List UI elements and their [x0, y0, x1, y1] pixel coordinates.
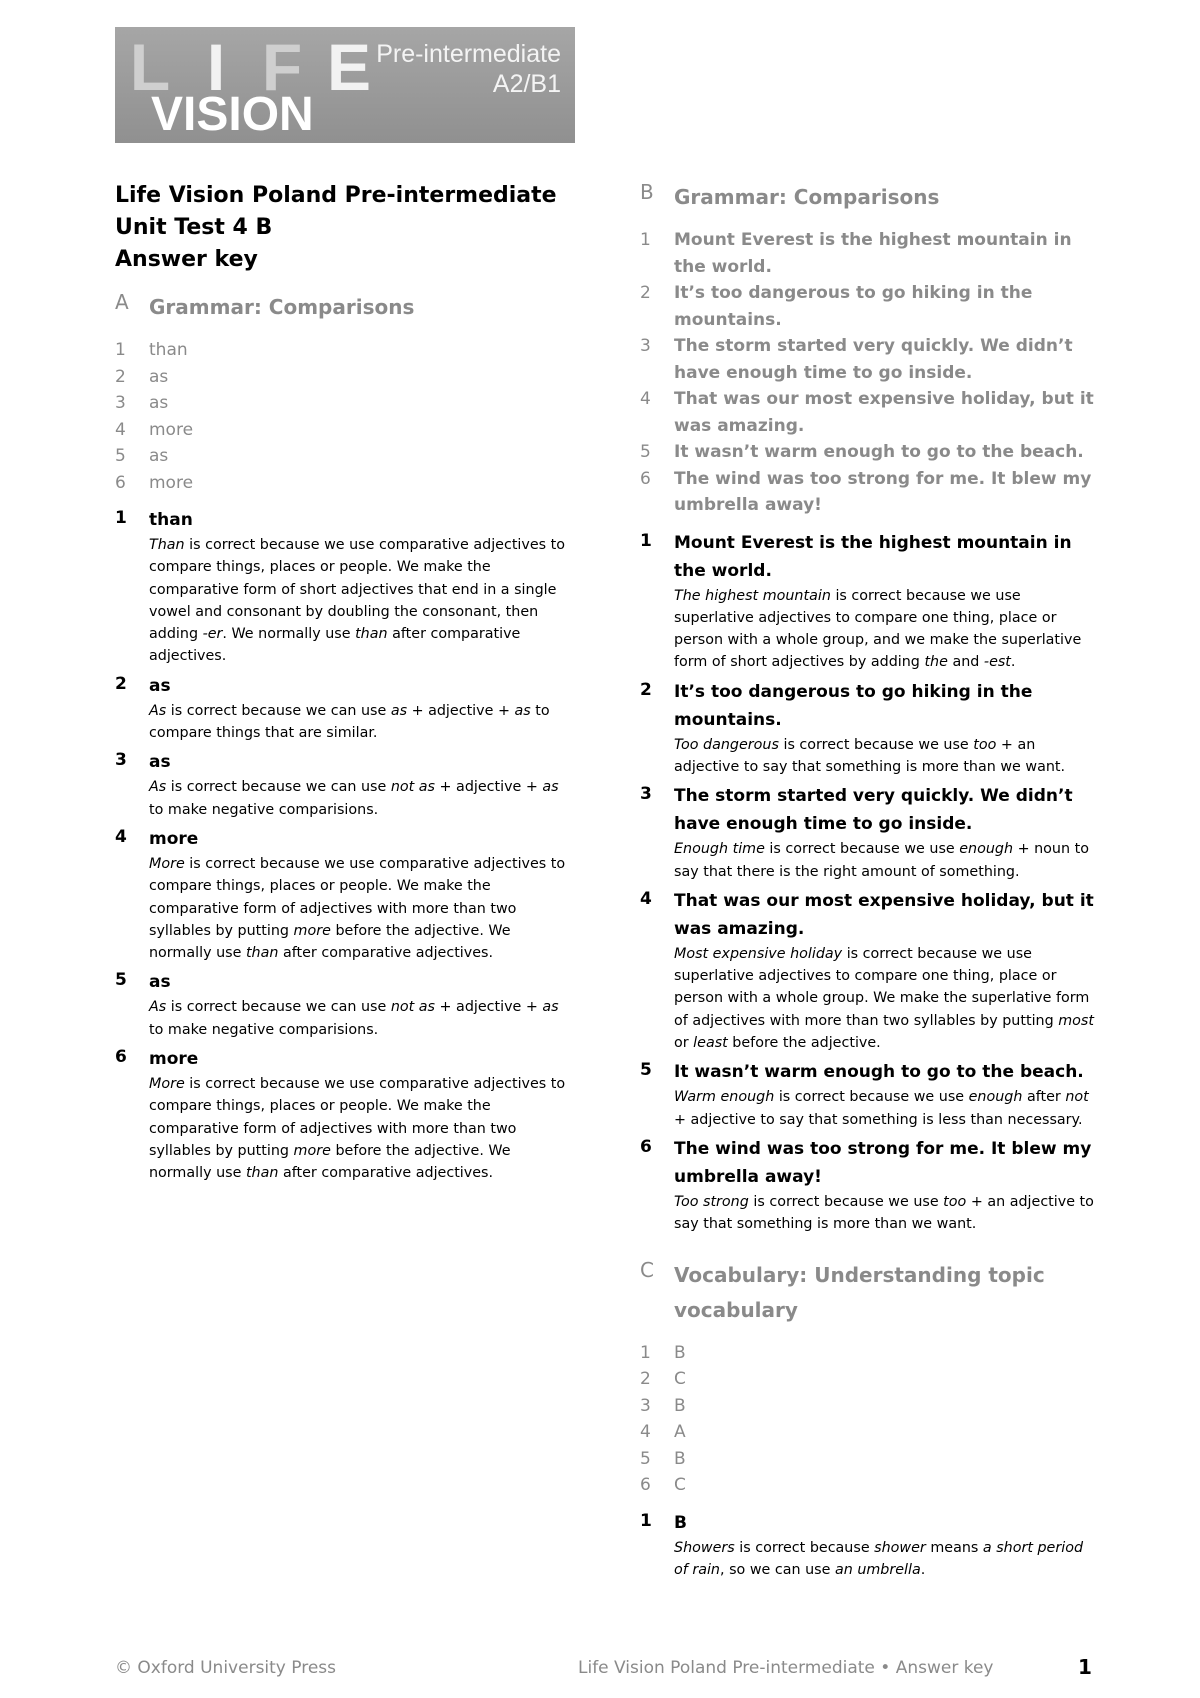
explanation-number: 4 [640, 888, 652, 909]
section-c-answers [640, 1340, 1100, 1499]
header-banner [115, 27, 575, 143]
answer-number: 3 [640, 1395, 651, 1416]
explanation-number: 6 [115, 1047, 127, 1068]
explanation-number: 2 [640, 679, 652, 700]
answer-item [640, 1366, 1100, 1393]
answer-number: 4 [640, 389, 651, 409]
answer-number: 6 [640, 1475, 651, 1496]
section-b-answers [640, 227, 1100, 519]
answer-number: 1 [640, 1342, 651, 1363]
explanation-answer: The storm started very quickly. We didn’t have enough time to go inside. [674, 786, 1073, 835]
explanation-number: 1 [640, 530, 652, 551]
answer-text: C [674, 1369, 686, 1390]
explanation-item [115, 968, 570, 1045]
section-letter: A [115, 290, 129, 314]
answer-number: 5 [640, 442, 651, 462]
explanation-answer: The wind was too strong for me. It blew my umbrella away! [674, 1138, 1092, 1187]
page-number: 1 [1078, 1655, 1092, 1679]
explanation-body [149, 672, 570, 749]
answer-item [640, 466, 1100, 519]
explanation-body [149, 1045, 570, 1188]
title-line: Life Vision Poland Pre-intermediate [115, 183, 557, 208]
answer-text: as [149, 393, 169, 413]
section-title: Grammar: Comparisons [149, 295, 415, 319]
explanation-body [674, 1135, 1100, 1240]
footer-copyright: © Oxford University Press [115, 1658, 337, 1678]
answer-text: It wasn’t warm enough to go to the beach. [674, 442, 1084, 462]
answer-text: C [674, 1475, 686, 1496]
section-letter: C [640, 1257, 654, 1282]
answer-text: more [149, 419, 194, 440]
explanation-answer: That was our most expensive holiday, but it was amazing. [674, 890, 1094, 939]
explanation-number: 2 [115, 673, 127, 694]
explanation-body [674, 1058, 1100, 1135]
answer-item [640, 1340, 1100, 1367]
answer-item [640, 1419, 1100, 1446]
answer-item [115, 364, 570, 391]
answer-number: 3 [640, 336, 651, 356]
section-a-answers [115, 337, 570, 496]
explanation-item [115, 1045, 570, 1188]
answer-text: The wind was too strong for me. It blew my umbrella away! [674, 468, 1092, 515]
answer-item [640, 1472, 1100, 1499]
explanation-body [149, 748, 570, 825]
explanation-body [674, 1509, 1100, 1586]
answer-text: A [674, 1422, 686, 1443]
explanation-body [149, 506, 570, 672]
answer-item [640, 280, 1100, 333]
answer-item [115, 470, 570, 497]
explanation-item [640, 1509, 1100, 1586]
explanation-item [640, 529, 1100, 678]
explanation-note: Most expensive holiday is correct because we use superlative adjectives to compare one thing, place or person with a whole group. We make the superlative form of adjectives with more than two syllables by putting most or least before the adjective. [674, 945, 1094, 1052]
explanation-body [674, 782, 1100, 887]
explanation-item [115, 748, 570, 825]
explanation-answer: Mount Everest is the highest mountain in the world. [674, 532, 1072, 581]
section-b-heading [640, 180, 1100, 215]
explanation-item [115, 672, 570, 749]
answer-number: 6 [640, 468, 651, 489]
explanation-answer: than [149, 510, 193, 530]
answer-item [115, 337, 570, 364]
explanation-answer: more [149, 1049, 199, 1070]
answer-number: 2 [640, 283, 651, 303]
explanation-body [149, 825, 570, 968]
explanation-number: 3 [640, 784, 652, 805]
answer-item [640, 333, 1100, 386]
title-line: Answer key [115, 247, 258, 272]
logo-vision: VISION [151, 88, 314, 141]
explanation-number: 6 [640, 1136, 652, 1157]
answer-item [640, 386, 1100, 439]
explanation-note: Enough time is correct because we use enough + noun to say that there is the right amount of something. [674, 841, 1089, 880]
explanation-number: 5 [640, 1060, 652, 1081]
answer-text: It’s too dangerous to go hiking in the mountains. [674, 283, 1033, 330]
answer-item [640, 1393, 1100, 1420]
answer-item [640, 439, 1100, 466]
section-c-explanations [640, 1509, 1100, 1586]
explanation-note: As is correct because we can use as + adjective + as to compare things that are similar. [149, 702, 550, 742]
explanation-item [115, 506, 570, 672]
explanation-answer: as [149, 675, 171, 696]
section-a-heading [115, 290, 570, 325]
explanation-answer: as [149, 972, 171, 993]
answer-text: B [674, 1342, 686, 1363]
footer-title: Life Vision Poland Pre-intermediate • Answer key [578, 1658, 994, 1678]
answer-number: 2 [115, 366, 126, 387]
explanation-body [674, 529, 1100, 678]
explanation-note: The highest mountain is correct because we use superlative adjectives to compare one thing, place or person with a whole group, and we make the superlative form of short adjectives by adding the and -est. [674, 587, 1082, 671]
logo-letter: F [261, 30, 305, 104]
explanation-note: As is correct because we can use not as + adjective + as to make negative comparisions. [149, 999, 559, 1038]
logo-letter: L [129, 30, 173, 104]
explanation-item [115, 825, 570, 968]
answer-number: 3 [115, 393, 126, 413]
title-line: Unit Test 4 B [115, 215, 273, 240]
level-label [376, 39, 561, 99]
explanation-item [640, 887, 1100, 1058]
logo-letter: I [206, 30, 228, 104]
level-code: A2/B1 [492, 70, 561, 98]
left-column [115, 180, 570, 1189]
section-b-explanations [640, 529, 1100, 1240]
answer-item [640, 1446, 1100, 1473]
answer-number: 2 [640, 1369, 651, 1390]
answer-number: 1 [640, 230, 651, 250]
explanation-item [640, 678, 1100, 783]
explanation-number: 5 [115, 970, 127, 991]
explanation-body [149, 968, 570, 1045]
answer-text: Mount Everest is the highest mountain in the world. [674, 230, 1072, 277]
answer-text: That was our most expensive holiday, but it was amazing. [674, 389, 1094, 436]
answer-item [640, 227, 1100, 280]
answer-text: as [149, 366, 169, 387]
answer-number: 6 [115, 472, 126, 493]
answer-text: more [149, 472, 194, 493]
answer-item [115, 417, 570, 444]
level-name: Pre-intermediate [376, 40, 561, 68]
explanation-item [640, 1135, 1100, 1240]
explanation-item [640, 1058, 1100, 1135]
explanation-note: Too dangerous is correct because we use too + an adjective to say that something is more than we want. [674, 736, 1066, 775]
answer-number: 5 [115, 446, 126, 466]
section-letter: B [640, 180, 654, 204]
right-column [640, 180, 1100, 1585]
explanation-answer: as [149, 752, 171, 773]
answer-text: The storm started very quickly. We didn’t have enough time to go inside. [674, 336, 1073, 383]
explanation-note: More is correct because we use comparative adjectives to compare things, places or people. We make the comparative form of adjectives with more than two syllables by putting more before the adjective. We normally use than after comparative adjectives. [149, 855, 566, 962]
explanation-body [674, 887, 1100, 1058]
explanation-body [674, 678, 1100, 783]
answer-text: than [149, 340, 188, 360]
explanation-answer: more [149, 828, 199, 849]
explanation-number: 1 [115, 508, 127, 528]
section-a-explanations [115, 506, 570, 1189]
answer-number: 4 [640, 1422, 651, 1443]
explanation-note: Showers is correct because shower means a short period of rain, so we can use an umbrella. [674, 1539, 1084, 1578]
explanation-answer: It wasn’t warm enough to go to the beach. [674, 1062, 1084, 1083]
explanation-answer: It’s too dangerous to go hiking in the mountains. [674, 681, 1033, 730]
explanation-note: As is correct because we can use not as + adjective + as to make negative comparisions. [149, 779, 559, 818]
explanation-number: 1 [640, 1510, 652, 1531]
section-title: Vocabulary: Understanding topic vocabulary [674, 1262, 1045, 1322]
explanation-item [640, 782, 1100, 887]
answer-item [115, 390, 570, 417]
answer-text: B [674, 1395, 686, 1416]
document-title [115, 180, 570, 276]
explanation-number: 3 [115, 750, 127, 771]
answer-text: B [674, 1448, 686, 1469]
explanation-note: Than is correct because we use comparative adjectives to compare things, places or people. We make the comparative form of short adjectives that end in a single vowel and consonant by doubling the consonant, then adding -er. We normally use than after comparative adjectives. [149, 537, 566, 665]
explanation-note: Warm enough is correct because we use enough after not + adjective to say that something is less than necessary. [674, 1089, 1089, 1128]
explanation-answer: B [674, 1512, 687, 1533]
answer-item [115, 443, 570, 470]
section-title: Grammar: Comparisons [674, 185, 940, 209]
answer-text: as [149, 446, 169, 466]
logo-letter: E [327, 30, 374, 104]
answer-number: 1 [115, 340, 126, 360]
section-c-heading [640, 1258, 1100, 1328]
explanation-number: 4 [115, 826, 127, 847]
explanation-note: Too strong is correct because we use too + an adjective to say that something is more than we want. [674, 1193, 1094, 1233]
answer-number: 4 [115, 419, 126, 440]
explanation-note: More is correct because we use comparative adjectives to compare things, places or people. We make the comparative form of adjectives with more than two syllables by putting more before the adjective. We normally use than after comparative adjectives. [149, 1076, 566, 1182]
answer-number: 5 [640, 1448, 651, 1469]
